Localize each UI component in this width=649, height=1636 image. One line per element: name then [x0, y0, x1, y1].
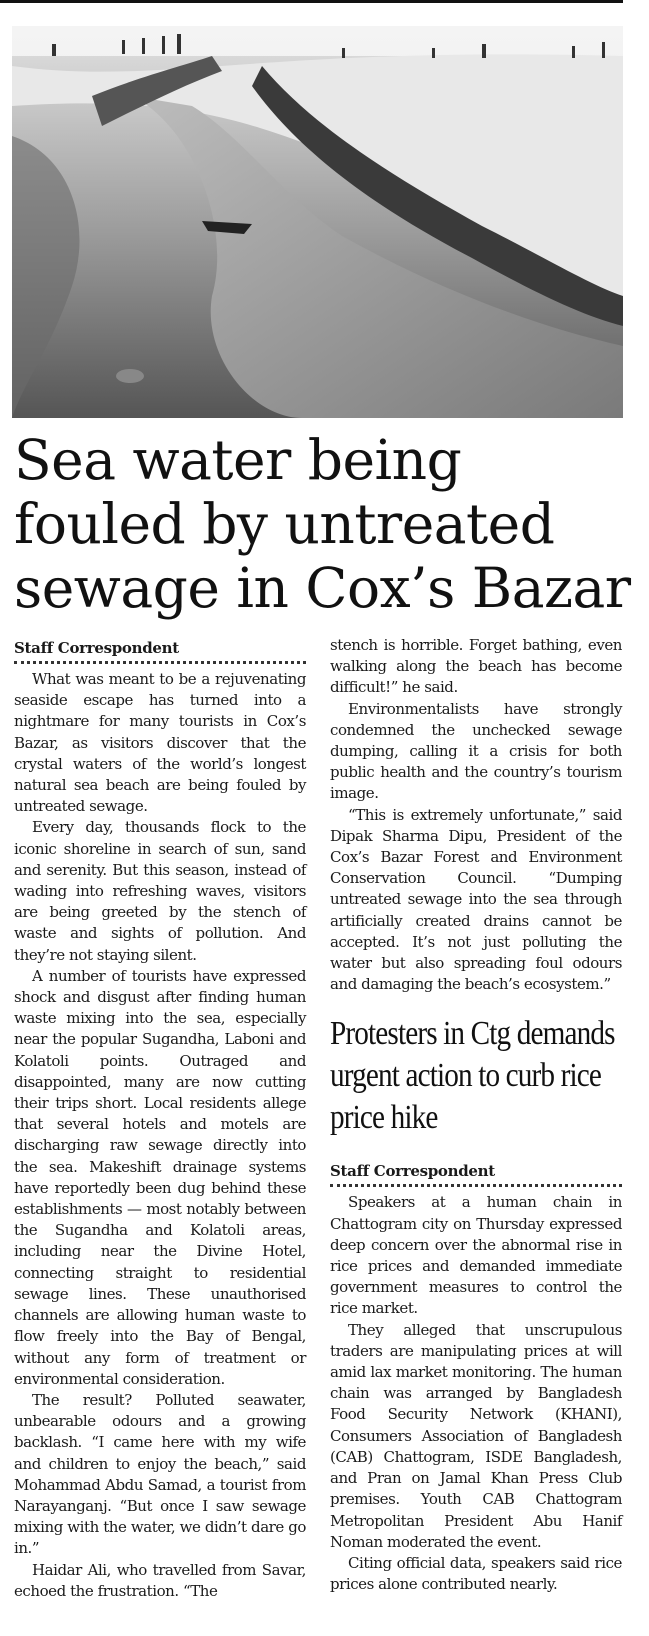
- second-article-paragraph: Citing official data, speakers said rice prices alone contributed nearly.: [330, 1553, 622, 1594]
- article-paragraph-continued: stench is horrible. Forget bathing, even walking along the beach has become difficult!” he said.: [330, 636, 622, 697]
- article-byline: Staff Correspondent: [14, 638, 306, 664]
- article-paragraph: Environmentalists have strongly condemned the unchecked sewage dumping, calling it a crisis for both public health and the country’s tourism image.: [330, 699, 622, 803]
- article-paragraph: What was meant to be a rejuvenating seaside escape has turned into a nightmare for many tourists in Cox’s Bazar, as visitors discover that the crystal waters of the world’s longest natural sea beach are being fouled by untreated sewage.: [14, 670, 306, 816]
- article-paragraph: Haidar Ali, who travelled from Savar, echoed the frustration. “The: [14, 1560, 306, 1600]
- beach-sewage-photo: [12, 26, 623, 418]
- second-article-paragraph: They alleged that unscrupulous traders are manipulating prices at will amid lax market monitoring. The human chain was arranged by Bangladesh Food Security Network (KHANI), Consumers Association of Bangladesh (CAB) Chattogram, ISDE Bangladesh, and Pran on Jamal Khan Press Club premises. Youth CAB Chattogram Metropolitan President Abu Hanif Noman moderated the event.: [330, 1320, 622, 1551]
- second-article-byline: Staff Correspondent: [330, 1161, 622, 1187]
- article-paragraph: A number of tourists have expressed shock and disgust after finding human waste mixing into the sea, especially near the popular Sugandha, Laboni and Kolatoli points. Outraged and disappointed, many are now cutting their trips short. Local residents allege that several hotels and motels are discharging raw sewage directly into the sea. Makeshift drainage systems have reportedly been dug behind these establishments — most notably between the Sugandha and Kolatoli areas, including near the Divine Hotel, connecting straight to residential sewage lines. These unauthorised channels are allowing human waste to flow freely into the Bay of Bengal, without any form of treatment or environmental consideration.: [14, 966, 306, 1388]
- top-rule: [0, 0, 623, 3]
- second-article-paragraph: Speakers at a human chain in Chattogram city on Thursday expressed deep concern over the abnormal rise in rice prices and demanded immediate government measures to control the rice market.: [330, 1193, 622, 1318]
- left-column: [14, 638, 306, 1602]
- article-paragraph: The result? Polluted seawater, unbearable odours and a growing backlash. “I came here with my wife and children to enjoy the beach,” said Mohammad Abdu Samad, a tourist from Narayanganj. “But once I saw sewage mixing with the water, we didn’t dare go in.”: [14, 1390, 306, 1558]
- article-paragraph: Every day, thousands flock to the iconic shoreline in search of sun, sand and serenity. But this season, instead of wading into refreshing waves, visitors are being greeted by the stench of waste and sights of pollution. And they’re not staying silent.: [14, 818, 306, 964]
- second-article-headline: Protesters in Ctg demands urgent action to curb rice price hike: [330, 1015, 615, 1137]
- article-headline: Sea water being fouled by untreated sewage in Cox’s Bazar: [14, 428, 631, 620]
- right-column: [330, 635, 622, 1595]
- article-paragraph: “This is extremely unfortunate,” said Dipak Sharma Dipu, President of the Cox’s Bazar Forest and Environment Conservation Council. “Dumping untreated sewage into the sea through artificially created drains cannot be accepted. It’s not just polluting the water but also spreading foul odours and damaging the beach’s ecosystem.”: [330, 805, 622, 994]
